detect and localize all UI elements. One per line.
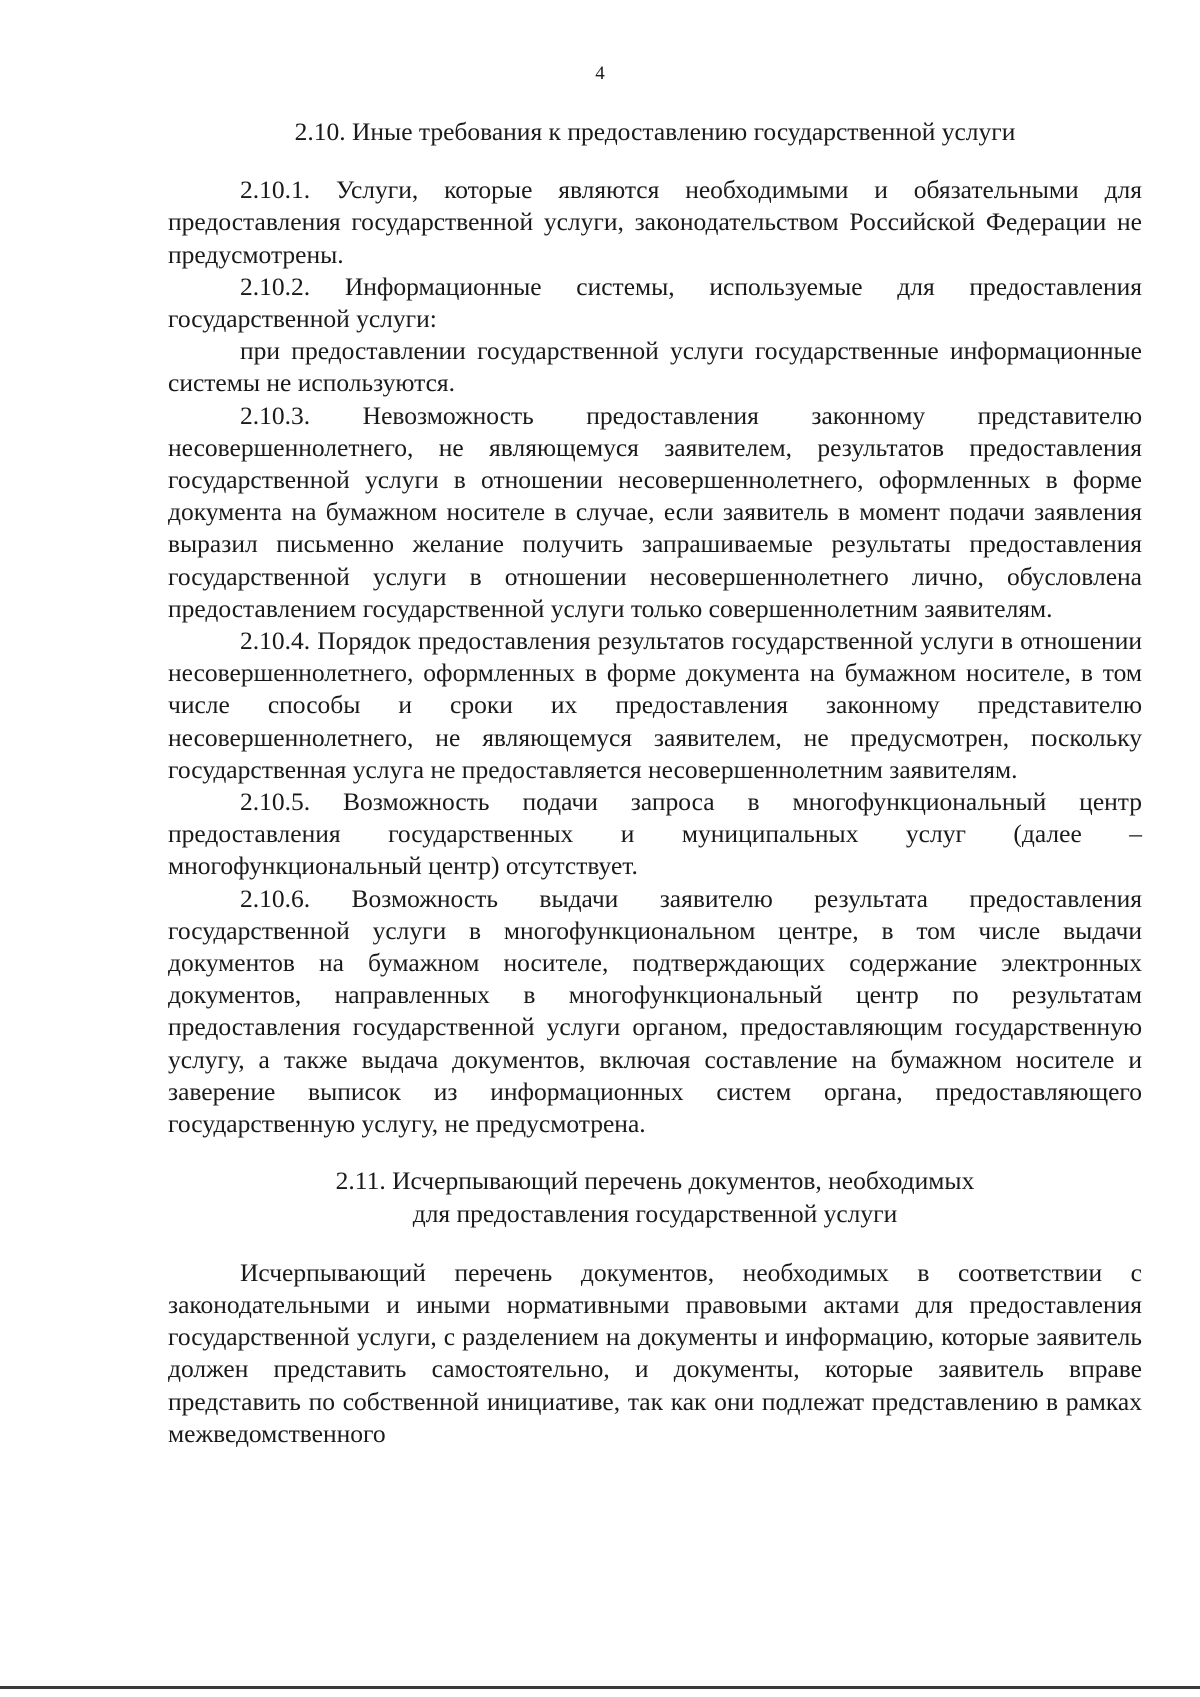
paragraph-2-11: Исчерпывающий перечень документов, необходимых в соответствии с законодательными и иными нормативными правовыми актами для предоставления государственной услуги, с разделением на документы и информацию, которые заявитель должен представить самостоятельно, и документы, которые заявитель вправе представить по собственной инициативе, так как они подлежат представлению в рамках межведомственного	[168, 1257, 1142, 1448]
paragraph-2-10-4: 2.10.4. Порядок предоставления результатов государственной услуги в отношении несовершеннолетнего, оформленных в форме документа на бумажном носителе, в том числе способы и сроки их предоставления законному представителю несовершеннолетнего, не являющемуся заявителем, не предусмотрен, поскольку государственная услуга не предоставляется несовершеннолетним заявителям.	[168, 626, 1142, 784]
section-heading-2-11	[168, 1165, 1142, 1229]
page-number: 4	[595, 63, 605, 84]
paragraph-2-10-3: 2.10.3. Невозможность предоставления законному представителю несовершеннолетнего, не являющемуся заявителем, результатов предоставления государственной услуги в отношении несовершеннолетнего, оформленных в форме документа на бумажном носителе в случае, если заявитель в момент подачи заявления выразил письменно желание получить запрашиваемые результаты предоставления государственной услуги в отношении несовершеннолетнего лично, обусловлена предоставлением государственной услуги только совершеннолетним заявителям.	[168, 400, 1142, 623]
document-body	[168, 116, 1142, 1450]
section-heading-2-11-line1: 2.11. Исчерпывающий перечень документов, необходимых	[335, 1166, 975, 1196]
section-heading-2-10: 2.10. Иные требования к предоставлению государственной услуги	[294, 117, 1016, 146]
paragraph-2-10-1: 2.10.1. Услуги, которые являются необходимыми и обязательными для предоставления государственной услуги, законодательством Российской Федерации не предусмотрены.	[168, 175, 1142, 269]
paragraph-2-10-2: 2.10.2. Информационные системы, используемые для предоставления государственной услуги:	[168, 271, 1142, 334]
paragraph-2-10-5: 2.10.5. Возможность подачи запроса в многофункциональный центр предоставления государственных и муниципальных услуг (далее – многофункциональный центр) отсутствует.	[168, 787, 1142, 881]
section-heading-2-11-line2: для предоставления государственной услуги	[412, 1198, 898, 1228]
paragraph-2-10-6: 2.10.6. Возможность выдачи заявителю результата предоставления государственной услуги в многофункциональном центре, в том числе выдачи документов на бумажном носителе, подтверждающих содержание электронных документов, направленных в многофункциональный центр по результатам предоставления государственной услуги органом, предоставляющим государственную услугу, а также выдача документов, включая составление на бумажном носителе и заверение выписок из информационных систем органа, предоставляющего государственную услугу, не предусмотрена.	[168, 883, 1142, 1139]
paragraph-2-10-2-detail: при предоставлении государственной услуги государственные информационные системы не используются.	[168, 336, 1142, 398]
scan-bottom-edge	[0, 1686, 1200, 1689]
